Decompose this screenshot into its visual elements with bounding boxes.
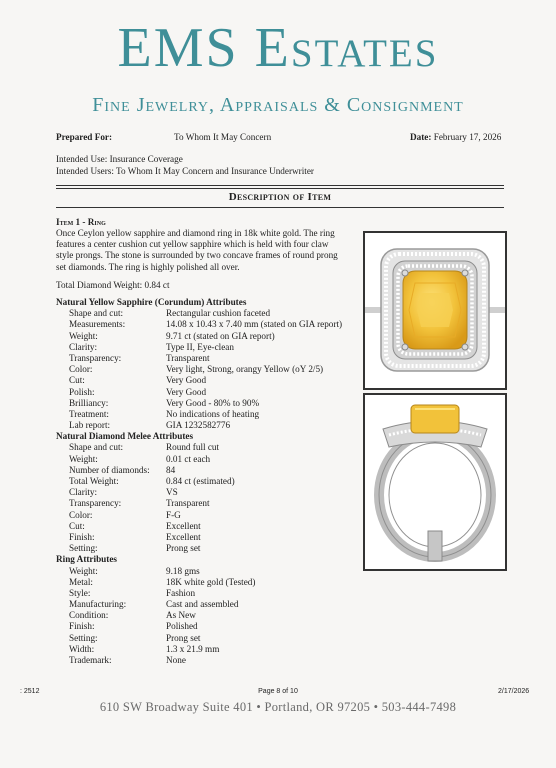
- diamond-attribute-row: [56, 454, 356, 465]
- attribute-label: Finish:: [69, 531, 95, 542]
- attribute-value: Very Good: [166, 386, 207, 397]
- diamond-attribute-row: [56, 442, 356, 453]
- attribute-label: Lab report:: [69, 420, 111, 431]
- attribute-value: Prong set: [166, 543, 201, 554]
- attribute-value: No indications of heating: [166, 408, 260, 419]
- ring-attribute-row: [56, 610, 356, 621]
- brand-logo: EMS Estates: [117, 17, 439, 79]
- description-line: features a center cushion cut yellow sapphire which is held with four claw: [56, 239, 329, 250]
- diamond-attribute-row: [56, 487, 356, 498]
- footer-address: 610 SW Broadway Suite 401 • Portland, OR 97205 • 503-444-7498: [99, 700, 457, 714]
- ring-attribute-row: [56, 633, 356, 644]
- attributes-block: [56, 297, 356, 666]
- diamond-attribute-row: [56, 476, 356, 487]
- attribute-label: Transparency:: [69, 352, 122, 363]
- section-rule-top: [56, 185, 504, 186]
- diamond-attribute-row: [56, 510, 356, 521]
- sapphire-attribute-row: [56, 319, 356, 330]
- ring-attribute-row: [56, 644, 356, 655]
- attribute-value: Very Good - 80% to 90%: [166, 397, 260, 408]
- attribute-label: Weight:: [69, 453, 98, 464]
- attribute-value: None: [166, 655, 186, 665]
- footer-page-number: Page 8 of 10: [258, 688, 298, 695]
- ring-attribute-row: [56, 588, 356, 599]
- ring-attribute-row: [56, 599, 356, 610]
- sapphire-attribute-row: [56, 420, 356, 431]
- diamond-attributes: [56, 442, 356, 554]
- ring-top-view-image: [365, 233, 505, 388]
- attribute-label: Number of diamonds:: [69, 464, 150, 475]
- attribute-value: As New: [166, 610, 196, 621]
- attribute-label: Finish:: [69, 621, 95, 632]
- ring-attributes: [56, 566, 356, 667]
- attribute-value: Prong set: [166, 632, 201, 643]
- attribute-label: Manufacturing:: [69, 599, 127, 610]
- date-label: Date:: [410, 132, 432, 142]
- attribute-label: Clarity:: [69, 341, 98, 352]
- attribute-value: Excellent: [166, 531, 201, 542]
- sapphire-attribute-row: [56, 308, 356, 319]
- attribute-value: 9.18 gms: [166, 565, 200, 576]
- attribute-label: Shape and cut:: [69, 308, 124, 319]
- section-rule-bottom: [56, 207, 504, 208]
- attribute-value: 14.08 x 10.43 x 7.40 mm (stated on GIA report): [166, 319, 343, 330]
- intended-use: Intended Use: Insurance Coverage: [56, 154, 183, 164]
- prepared-for-value: To Whom It May Concern: [174, 132, 272, 142]
- diamond-heading-text: Natural Diamond Melee Attributes: [56, 431, 194, 442]
- prepared-for-label: Prepared For:: [56, 132, 113, 142]
- attribute-value: Very light, Strong, orangy Yellow (oY 2/5): [166, 364, 324, 375]
- attribute-label: Brilliancy:: [69, 397, 109, 408]
- attribute-label: Color:: [69, 364, 93, 375]
- attribute-value: 0.01 ct each: [166, 453, 211, 464]
- attribute-label: Treatment:: [69, 408, 109, 419]
- ring-photo-side-view: [363, 393, 507, 571]
- attribute-label: Style:: [69, 587, 91, 598]
- attribute-value: 1.3 x 21.9 mm: [166, 643, 220, 654]
- section-title: Description of Item: [228, 191, 332, 203]
- sapphire-heading-text: Natural Yellow Sapphire (Corundum) Attributes: [56, 297, 247, 307]
- attribute-label: Cut:: [69, 520, 85, 531]
- sapphire-attribute-row: [56, 375, 356, 386]
- attribute-value: Transparent: [166, 352, 210, 363]
- sapphire-attribute-row: [56, 387, 356, 398]
- diamond-attribute-row: [56, 532, 356, 543]
- ring-attribute-row: [56, 621, 356, 632]
- ring-attribute-row: [56, 566, 356, 577]
- description-line: Once Ceylon yellow sapphire and diamond ring in 18k white gold. The ring: [56, 228, 335, 238]
- attribute-value: Rectangular cushion faceted: [166, 308, 271, 319]
- diamond-attribute-row: [56, 521, 356, 532]
- ring-heading: [56, 554, 356, 565]
- diamond-attribute-row: [56, 498, 356, 509]
- section-rule-top-thin: [56, 188, 504, 189]
- attribute-value: 0.84 ct (estimated): [166, 476, 235, 486]
- attribute-value: GIA 1232582776: [166, 420, 231, 431]
- attribute-value: Excellent: [166, 520, 201, 531]
- intended-users: Intended Users: To Whom It May Concern and Insurance Underwriter: [56, 166, 314, 176]
- attribute-value: Fashion: [166, 587, 196, 598]
- sapphire-attribute-row: [56, 364, 356, 375]
- attribute-label: Width:: [69, 643, 95, 654]
- attribute-label: Metal:: [69, 576, 93, 587]
- item-title: Item 1 - Ring: [56, 217, 106, 227]
- attribute-value: 9.71 ct (stated on GIA report): [166, 330, 275, 341]
- attribute-label: Total Weight:: [69, 476, 119, 486]
- item-description: [56, 228, 356, 273]
- ring-attribute-row: [56, 577, 356, 588]
- attribute-label: Condition:: [69, 610, 109, 621]
- attribute-label: Cut:: [69, 375, 85, 386]
- diamond-heading: [56, 431, 356, 442]
- footer-file-ref: : 2512: [20, 688, 40, 695]
- sapphire-attributes: [56, 308, 356, 431]
- attribute-label: Setting:: [69, 543, 98, 554]
- attribute-value: Type II, Eye-clean: [166, 341, 234, 352]
- attribute-label: Shape and cut:: [69, 442, 124, 453]
- attribute-label: Weight:: [69, 330, 98, 341]
- sapphire-attribute-row: [56, 398, 356, 409]
- attribute-label: Polish:: [69, 386, 95, 397]
- description-line: set diamonds. The ring is highly polished all over.: [56, 261, 240, 272]
- date-value: February 17, 2026: [433, 132, 502, 142]
- sapphire-heading: [56, 297, 356, 308]
- description-line: style prongs. The stone is surrounded by two concave frames of round prong: [56, 250, 338, 261]
- attribute-value: Very Good: [166, 375, 207, 386]
- sapphire-attribute-row: [56, 331, 356, 342]
- attribute-label: Weight:: [69, 565, 98, 576]
- attribute-value: Cast and assembled: [166, 599, 239, 610]
- total-diamond-weight: Total Diamond Weight: 0.84 ct: [56, 280, 170, 290]
- footer-date: 2/17/2026: [498, 688, 530, 695]
- ring-side-view-image: [365, 395, 505, 569]
- attribute-label: Measurements:: [69, 319, 126, 330]
- attribute-label: Clarity:: [69, 487, 98, 498]
- attribute-value: 18K white gold (Tested): [166, 576, 256, 587]
- attribute-value: VS: [166, 487, 178, 498]
- attribute-value: Polished: [166, 621, 198, 632]
- attribute-value: Round full cut: [166, 442, 220, 453]
- attribute-label: Trademark:: [69, 655, 112, 665]
- ring-heading-text: Ring Attributes: [56, 554, 117, 565]
- sapphire-attribute-row: [56, 342, 356, 353]
- ring-photo-top-view: [363, 231, 507, 390]
- brand-tagline: Fine Jewelry, Appraisals & Consignment: [92, 94, 464, 116]
- diamond-attribute-row: [56, 465, 356, 476]
- attribute-label: Transparency:: [69, 498, 122, 509]
- attribute-label: Color:: [69, 509, 93, 520]
- diamond-attribute-row: [56, 543, 356, 554]
- attribute-value: 84: [166, 464, 176, 475]
- date-field: [410, 132, 501, 143]
- attribute-value: Transparent: [166, 498, 210, 509]
- sapphire-attribute-row: [56, 409, 356, 420]
- ring-attribute-row: [56, 655, 356, 666]
- attribute-value: F-G: [166, 509, 181, 520]
- attribute-label: Setting:: [69, 632, 98, 643]
- sapphire-attribute-row: [56, 353, 356, 364]
